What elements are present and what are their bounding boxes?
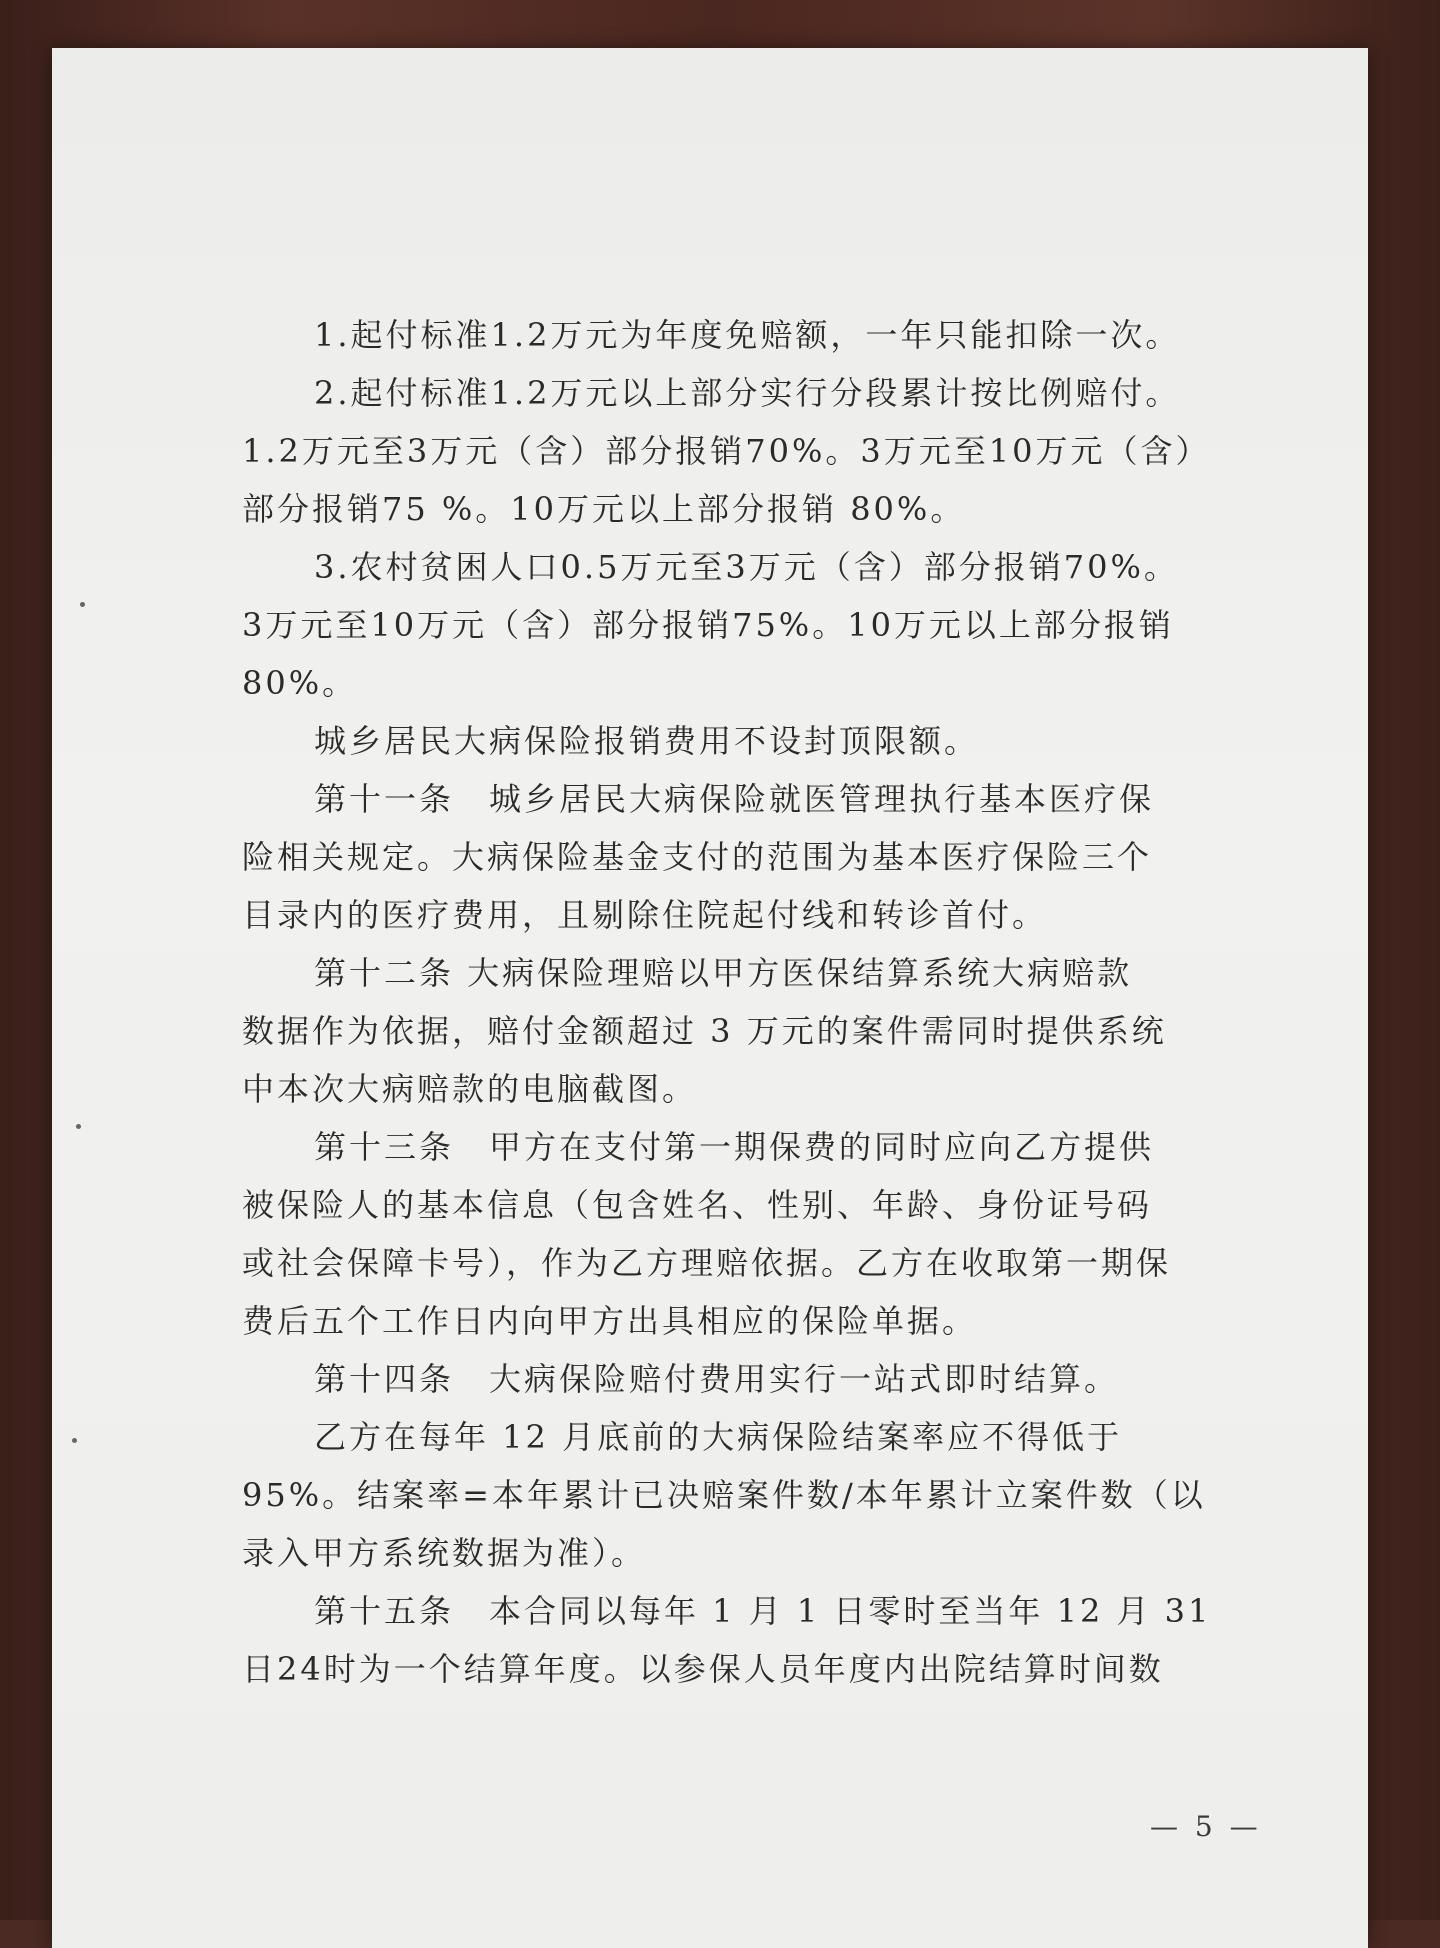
text-line: 中本次大病赔款的电脑截图。 bbox=[242, 1070, 698, 1108]
text-line: 80%。 bbox=[242, 664, 358, 702]
paper-mark bbox=[76, 1124, 81, 1129]
text-line: 3.农村贫困人口0.5万元至3万元（含）部分报销70%。 bbox=[314, 548, 1179, 586]
text-line: 第十四条 大病保险赔付费用实行一站式即时结算。 bbox=[314, 1360, 1120, 1398]
text-line: 2.起付标准1.2万元以上部分实行分段累计按比例赔付。 bbox=[314, 374, 1181, 412]
text-line: 95%。结案率=本年累计已决赔案件数/本年累计立案件数（以 bbox=[242, 1476, 1206, 1514]
text-line: 日24时为一个结算年度。以参保人员年度内出院结算时间数 bbox=[242, 1650, 1164, 1688]
text-line: 险相关规定。大病保险基金支付的范围为基本医疗保险三个 bbox=[242, 838, 1153, 876]
text-line: 第十二条 大病保险理赔以甲方医保结算系统大病赔款 bbox=[314, 954, 1133, 992]
text-line: 3万元至10万元（含）部分报销75%。10万元以上部分报销 bbox=[242, 606, 1174, 644]
paper-mark bbox=[80, 602, 85, 607]
text-line: 费后五个工作日内向甲方出具相应的保险单据。 bbox=[242, 1302, 978, 1340]
text-line: 1.起付标准1.2万元为年度免赔额，一年只能扣除一次。 bbox=[314, 316, 1181, 354]
text-line: 录入甲方系统数据为准）。 bbox=[242, 1534, 647, 1572]
page-number: — 5 — bbox=[1150, 1810, 1262, 1843]
document-body bbox=[242, 306, 1252, 1698]
text-line: 目录内的医疗费用，且剔除住院起付线和转诊首付。 bbox=[242, 896, 1048, 934]
text-line: 被保险人的基本信息（包含姓名、性别、年龄、身份证号码 bbox=[242, 1186, 1153, 1224]
paper-mark bbox=[72, 1438, 77, 1443]
text-line: 第十五条 本合同以每年 1 月 1 日零时至当年 12 月 31 bbox=[314, 1592, 1212, 1630]
text-line: 1.2万元至3万元（含）部分报销70%。3万元至10万元（含） bbox=[242, 432, 1211, 470]
text-line: 城乡居民大病保险报销费用不设封顶限额。 bbox=[314, 722, 980, 760]
text-line: 乙方在每年 12 月底前的大病保险结案率应不得低于 bbox=[314, 1418, 1123, 1456]
text-line: 第十三条 甲方在支付第一期保费的同时应向乙方提供 bbox=[314, 1128, 1155, 1166]
text-line: 数据作为依据，赔付金额超过 3 万元的案件需同时提供系统 bbox=[242, 1012, 1167, 1050]
text-line: 部分报销75 %。10万元以上部分报销 80%。 bbox=[242, 490, 966, 528]
document-page bbox=[52, 48, 1368, 1948]
text-line: 或社会保障卡号），作为乙方理赔依据。乙方在收取第一期保 bbox=[242, 1244, 1172, 1282]
text-line: 第十一条 城乡居民大病保险就医管理执行基本医疗保 bbox=[314, 780, 1155, 818]
